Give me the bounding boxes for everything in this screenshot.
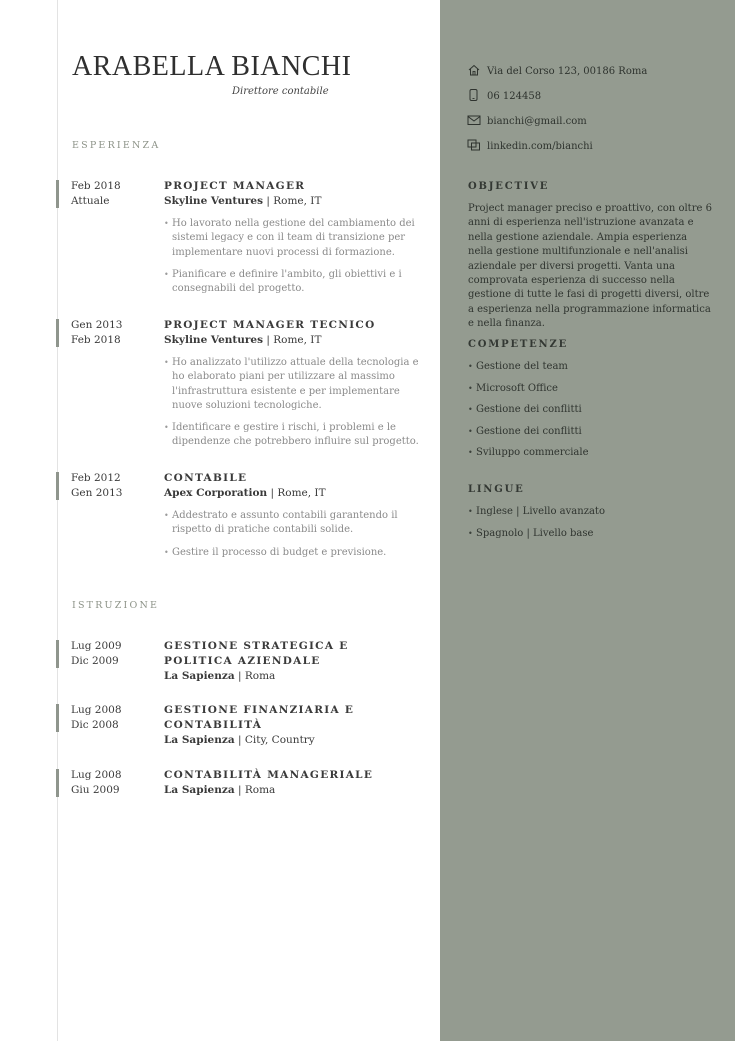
date-from: Gen 2013 — [71, 319, 123, 331]
margin-rule — [57, 0, 58, 1041]
language-item: • Inglese | Livello avanzato — [468, 501, 605, 523]
entry-dates — [71, 179, 121, 209]
date-from: Feb 2012 — [71, 472, 121, 484]
entry-dates — [71, 471, 122, 501]
languages-list — [468, 501, 605, 544]
entry-dates — [71, 768, 122, 798]
job-title: PROJECT MANAGER — [164, 180, 306, 192]
school-org: La Sapienza | Roma — [164, 670, 276, 682]
entry-dates — [71, 318, 122, 348]
date-to: Giu 2009 — [71, 784, 120, 796]
school-place: Roma — [244, 670, 276, 682]
skill-item: • Gestione del team — [468, 356, 589, 378]
job-org: Skyline Ventures | Rome, IT — [164, 334, 322, 346]
school-org: La Sapienza | City, Country — [164, 734, 315, 746]
job-bullets — [164, 217, 419, 296]
entry-marker — [56, 319, 59, 347]
skill-item: • Gestione dei conflitti — [468, 421, 589, 443]
degree-title: CONTABILITÀ MANAGERIALE — [164, 769, 374, 781]
contact-linkedin — [467, 139, 593, 152]
degree-title: GESTIONE FINANZIARIA E CONTABILITÀ — [164, 704, 355, 731]
job-title: PROJECT MANAGER TECNICO — [164, 319, 376, 331]
address-text: Via del Corso 123, 00186 Roma — [487, 66, 648, 77]
degree-title: GESTIONE STRATEGICA E POLITICA AZIENDALE — [164, 640, 349, 667]
date-from: Feb 2018 — [71, 180, 121, 192]
entry-body — [164, 768, 419, 798]
entry-marker — [56, 704, 59, 732]
section-title-skills: COMPETENZE — [468, 339, 569, 350]
company-name: Apex Corporation — [164, 487, 268, 499]
linkedin-icon — [467, 139, 481, 151]
home-icon — [467, 64, 481, 76]
school-name: La Sapienza — [164, 784, 235, 796]
section-title-languages: LINGUE — [468, 484, 525, 495]
skill-item: • Sviluppo commerciale — [468, 442, 589, 464]
skill-item: • Gestione dei conflitti — [468, 399, 589, 421]
company-place: Rome, IT — [273, 195, 322, 207]
school-place: Roma — [244, 784, 276, 796]
school-name: La Sapienza — [164, 734, 235, 746]
job-bullets — [164, 356, 419, 450]
school-place: City, Country — [244, 734, 315, 746]
entry-marker — [56, 472, 59, 500]
company-name: Skyline Ventures — [164, 195, 264, 207]
bullet-item: • Addestrato e assunto contabili garantendo il rispetto di pratiche contabili solide. — [164, 509, 419, 538]
date-from: Lug 2008 — [71, 769, 122, 781]
job-org: Apex Corporation | Rome, IT — [164, 487, 326, 499]
phone-text: 06 124458 — [487, 91, 542, 102]
contact-phone — [467, 89, 541, 102]
date-from: Lug 2009 — [71, 640, 122, 652]
date-to: Gen 2013 — [71, 487, 123, 499]
section-title-objective: OBJECTIVE — [468, 181, 550, 192]
section-title-experience: ESPERIENZA — [72, 140, 161, 151]
date-to: Dic 2008 — [71, 719, 119, 731]
skill-item: • Microsoft Office — [468, 378, 589, 400]
entry-dates — [71, 639, 122, 669]
entry-dates — [71, 703, 122, 733]
job-bullets — [164, 509, 419, 560]
linkedin-text[interactable]: linkedin.com/bianchi — [487, 141, 593, 152]
school-org: La Sapienza | Roma — [164, 784, 276, 796]
job-org: Skyline Ventures | Rome, IT — [164, 195, 322, 207]
entry-marker — [56, 769, 59, 797]
date-to: Dic 2009 — [71, 655, 119, 667]
company-place: Rome, IT — [277, 487, 326, 499]
company-place: Rome, IT — [273, 334, 322, 346]
mail-icon — [467, 114, 481, 126]
entry-body — [164, 318, 419, 450]
candidate-role: Direttore contabile — [232, 86, 329, 97]
company-name: Skyline Ventures — [164, 334, 264, 346]
bullet-item: • Pianificare e definire l'ambito, gli obiettivi e i consegnabili del progetto. — [164, 268, 419, 297]
entry-marker — [56, 640, 59, 668]
date-to: Attuale — [71, 195, 110, 207]
entry-body — [164, 471, 419, 560]
entry-marker — [56, 180, 59, 208]
bullet-item: • Ho lavorato nella gestione del cambiamento dei sistemi legacy e con il team di transizione per implementare nuovi processi di formazione. — [164, 217, 419, 260]
email-text[interactable]: bianchi@gmail.com — [487, 116, 587, 127]
language-item: • Spagnolo | Livello base — [468, 523, 605, 545]
candidate-name: ARABELLA BIANCHI — [72, 51, 352, 82]
date-from: Lug 2008 — [71, 704, 122, 716]
bullet-item: • Ho analizzato l'utilizzo attuale della tecnologia e ho elaborato piani per utilizzare al massimo l'infrastruttura esistente e per implementare nuove soluzioni tecnologiche. — [164, 356, 419, 413]
contact-address — [467, 64, 647, 77]
contact-email — [467, 114, 587, 127]
phone-icon — [467, 89, 481, 101]
bullet-item: • Gestire il processo di budget e previsione. — [164, 546, 419, 560]
bullet-item: • Identificare e gestire i rischi, i problemi e le dipendenze che potrebbero influire sul progetto. — [164, 421, 419, 450]
school-name: La Sapienza — [164, 670, 235, 682]
entry-body — [164, 703, 364, 748]
entry-body — [164, 639, 404, 684]
entry-body — [164, 179, 419, 296]
date-to: Feb 2018 — [71, 334, 121, 346]
skills-list — [468, 356, 589, 464]
section-title-education: ISTRUZIONE — [72, 600, 160, 611]
objective-text: Project manager preciso e proattivo, con oltre 6 anni di esperienza nell'istruzione avanzata e nella gestione aziendale. Ampia esperienza nella gestione multifunzionale e nell'analisi aziendale per diversi progetti. Vanta una comprovata esperienza di successo nella gestione di tutte le fasi di progetti diversi, oltre a esperienza nella programmazione informatica e nella finanza. — [468, 203, 712, 330]
job-title: CONTABILE — [164, 472, 248, 484]
